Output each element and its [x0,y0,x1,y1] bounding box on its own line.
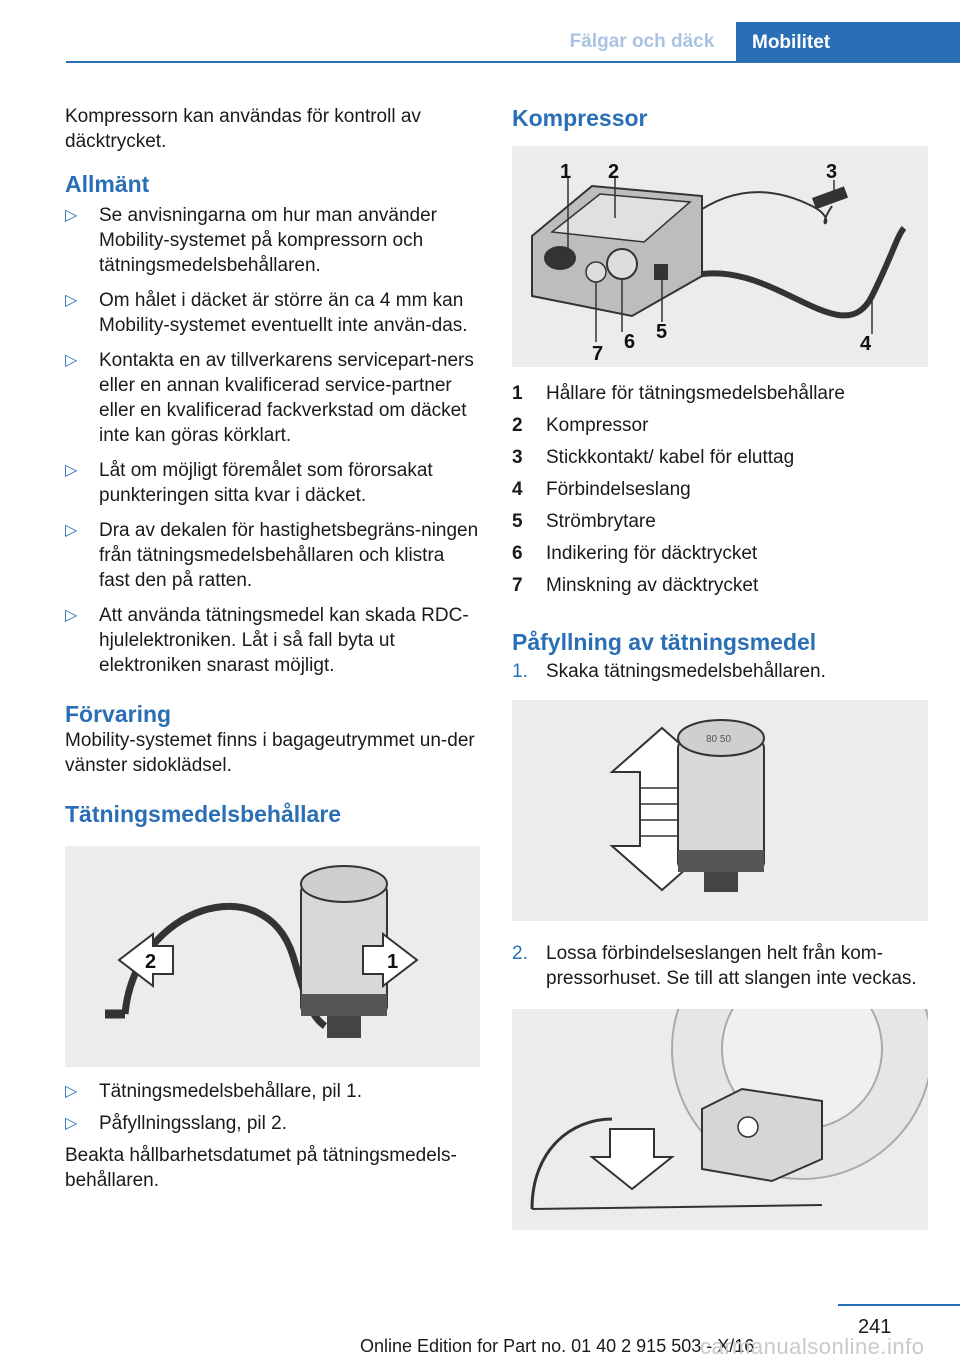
heading-allmant: Allmänt [65,171,150,197]
list-item: ▷ Tätningsmedelsbehållare, pil 1. [65,1081,362,1102]
gauge-drawing [738,1117,758,1137]
power-switch-drawing [654,264,668,280]
compressor-legend [512,378,928,602]
cable-drawing [532,1205,822,1209]
triangle-bullet-icon: ▷ [65,522,78,539]
compressor-body-drawing [702,1089,822,1181]
heading-tatningsmedelsbehallare: Tätningsmedelsbehållare [65,801,342,827]
watermark: carmanualsonline.info [700,1334,925,1359]
release-button-drawing [586,262,606,282]
legend-row: 7 Minskning av däcktrycket [512,575,759,596]
legend-row: 3 Stickkontakt/ kabel för eluttag [512,447,795,468]
triangle-bullet-icon: ▷ [65,352,78,369]
figure-label: 1 [560,161,572,183]
list-item: ▷ Dra av dekalen för hastighetsbegräns-ningen från tätningsmedelsbehållaren och klistra fast den på ratten. [65,520,479,591]
tatning-note: Beakta hållbarhetsdatumet på tätningsmedels-behållaren. [65,1145,457,1191]
list-item: ▷ Om hålet i däcket är större än ca 4 mm kan Mobility-systemet eventuellt inte använ-das. [65,290,468,336]
list-item: ▷ Se anvisningarna om hur man använder Mobility-systemet på kompressorn och tätningsmedelsbehållaren. [65,205,437,276]
triangle-bullet-icon: ▷ [65,207,78,224]
list-item: 2. Lossa förbindelseslangen helt från kom-pressorhuset. Se till att slangen inte veckas. [512,943,917,989]
list-item: ▷ Kontakta en av tillverkarens servicepart-ners eller en annan kvalificerad service-partner eller en kvalificerad fackverkstad om däcket inte kan göras körklart. [65,350,474,446]
page-number: 241 [858,1316,892,1338]
legend-row: 4 Förbindelseslang [512,479,691,500]
list-item: ▷ Att använda tätningsmedel kan skada RDC-hjulelektroniken. Låt i så fall byta ut elektroniken snarast möjligt. [65,605,469,676]
container-cap-drawing [301,866,387,902]
gauge-drawing [607,249,637,279]
left-column [65,100,480,1193]
tab-falgar-och-dack[interactable]: Fälgar och däck [569,31,715,52]
down-arrow-drawing [592,1129,672,1189]
steps-list-2 [512,941,928,991]
list-item: ▷ Låt om möjligt föremålet som förorsakat punkteringen sitta kvar i däcket. [65,460,433,506]
list-item: ▷ Påfyllningsslang, pil 2. [65,1113,287,1134]
allmant-list [65,203,480,678]
header-rule [66,61,960,63]
triangle-bullet-icon: ▷ [65,1083,78,1100]
figure-label: 3 [826,161,838,183]
legend-row: 1 Hållare för tätningsmedelsbehållare [512,383,845,404]
legend-row: 6 Indikering för däcktrycket [512,543,758,564]
right-column [512,100,928,1230]
shake-illustration [512,700,928,921]
container-valve-drawing [704,872,738,892]
plug-drawing [812,186,848,209]
triangle-bullet-icon: ▷ [65,462,78,479]
tatning-list [65,1079,480,1136]
tab-mobilitet[interactable]: Mobilitet [736,22,960,63]
hose-release-figure [512,1009,928,1230]
triangle-bullet-icon: ▷ [65,1115,78,1132]
compressor-figure [512,146,928,367]
heading-pafyllning: Påfyllning av tätningsmedel [512,629,817,655]
figure-label: 4 [860,333,872,355]
legend-row: 2 Kompressor [512,415,649,436]
heading-forvaring: Förvaring [65,701,172,727]
steps-list-1 [512,659,928,684]
shake-figure [512,700,928,921]
list-item: 1. Skaka tätningsmedelsbehållaren. [512,661,826,682]
cable-drawing [692,192,832,223]
figure-label: 6 [624,331,636,353]
figure-label: 2 [608,161,620,183]
container-base-drawing [678,850,764,872]
figure-label: 1 [387,951,399,973]
holder-drawing [544,246,576,270]
intro-text: Kompressorn kan användas för kontroll av däcktrycket. [65,106,421,152]
hose-release-illustration [512,1009,928,1230]
edition-text: Online Edition for Part no. 01 40 2 915 503 - X/16 [360,1336,755,1356]
sealant-container-illustration [65,846,480,1067]
forvaring-text: Mobility-systemet finns i bagageutrymmet un-der vänster sidoklädsel. [65,730,475,776]
triangle-bullet-icon: ▷ [65,607,78,624]
can-label-text: 80 50 [706,734,732,745]
container-valve-drawing [327,1016,361,1038]
legend-row: 5 Strömbrytare [512,511,656,532]
figure-label: 2 [145,951,157,973]
figure-label: 5 [656,321,668,343]
sealant-container-figure [65,846,480,1067]
heading-kompressor: Kompressor [512,105,648,131]
container-base-drawing [301,994,387,1016]
figure-label: 7 [592,343,604,365]
triangle-bullet-icon: ▷ [65,292,78,309]
footer-rule [838,1304,960,1306]
compressor-illustration [512,146,928,367]
